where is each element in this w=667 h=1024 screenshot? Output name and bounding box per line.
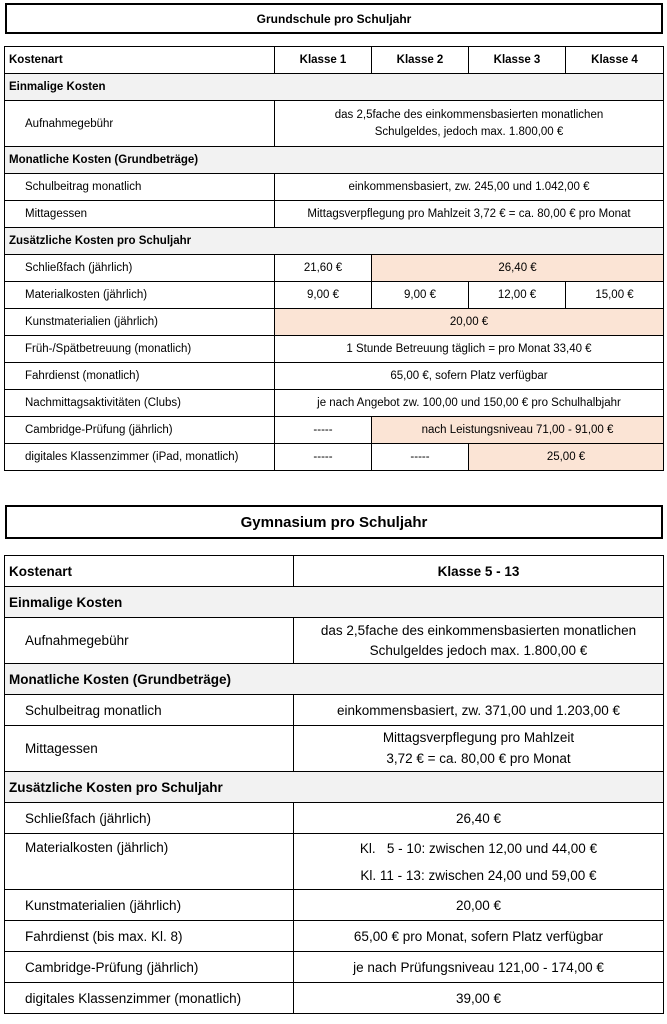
value-material-k2: 9,00 €	[372, 282, 469, 309]
row-label-fruehbetreuung: Früh-/Spätbetreuung (monatlich)	[5, 336, 275, 363]
table-row	[5, 618, 664, 664]
table-row	[5, 803, 664, 834]
value-kunstmaterialien: 20,00 €	[275, 309, 664, 336]
table-row	[5, 444, 664, 471]
row-label-cambridge: Cambridge-Prüfung (jährlich)	[5, 417, 275, 444]
grundschule-title: Grundschule pro Schuljahr	[5, 3, 663, 34]
mittagessen-line-1: Mittagsverpflegung pro Mahlzeit	[382, 730, 575, 746]
row-label-nachmittag: Nachmittagsaktivitäten (Clubs)	[5, 390, 275, 417]
table-row	[5, 983, 664, 1014]
table-row	[5, 726, 664, 772]
row-label-fahrdienst: Fahrdienst (monatlich)	[5, 363, 275, 390]
value-digital: 39,00 €	[294, 983, 664, 1014]
value-digital-k3-4: 25,00 €	[469, 444, 664, 471]
value-kunstmaterialien: 20,00 €	[294, 890, 664, 921]
row-label-materialkosten: Materialkosten (jährlich)	[5, 834, 294, 890]
row-label-digital: digitales Klassenzimmer (iPad, monatlich)	[5, 444, 275, 471]
section-row	[5, 74, 664, 101]
gymnasium-cost-table	[4, 555, 664, 1014]
section-row	[5, 228, 664, 255]
table-header-row	[5, 556, 664, 587]
section-row	[5, 664, 664, 695]
table-row	[5, 390, 664, 417]
table-row	[5, 834, 664, 890]
materialkosten-line-1: Kl. 5 - 10: zwischen 12,00 und 44,00 €	[359, 841, 598, 857]
value-cambridge-k2-4: nach Leistungsniveau 71,00 - 91,00 €	[372, 417, 664, 444]
header-klasse-2: Klasse 2	[372, 47, 469, 74]
header-kostenart: Kostenart	[5, 556, 294, 587]
row-label-schulbeitrag: Schulbeitrag monatlich	[5, 174, 275, 201]
value-fahrdienst: 65,00 € pro Monat, sofern Platz verfügbar	[294, 921, 664, 952]
header-klasse-1: Klasse 1	[275, 47, 372, 74]
value-fruehbetreuung: 1 Stunde Betreuung täglich = pro Monat 33,40 €	[275, 336, 664, 363]
value-mittagessen	[294, 726, 664, 772]
value-schulbeitrag: einkommensbasiert, zw. 245,00 und 1.042,00 €	[275, 174, 664, 201]
table-row	[5, 101, 664, 147]
value-digital-k2: -----	[372, 444, 469, 471]
table-row	[5, 336, 664, 363]
section-row	[5, 587, 664, 618]
header-kostenart: Kostenart	[5, 47, 275, 74]
gymnasium-title: Gymnasium pro Schuljahr	[5, 505, 663, 539]
value-mittagessen: Mittagsverpflegung pro Mahlzeit 3,72 € = ca. 80,00 € pro Monat	[275, 201, 664, 228]
value-material-k3: 12,00 €	[469, 282, 566, 309]
row-label-kunstmaterialien: Kunstmaterialien (jährlich)	[5, 309, 275, 336]
row-label-schliessfach: Schließfach (jährlich)	[5, 803, 294, 834]
row-label-kunstmaterialien: Kunstmaterialien (jährlich)	[5, 890, 294, 921]
table-row	[5, 695, 664, 726]
value-materialkosten	[294, 834, 664, 890]
row-label-aufnahmegebuehr: Aufnahmegebühr	[5, 101, 275, 147]
value-cambridge: je nach Prüfungsniveau 121,00 - 174,00 €	[294, 952, 664, 983]
table-row	[5, 174, 664, 201]
value-aufnahmegebuehr: das 2,5fache des einkommensbasierten monatlichen Schulgeldes, jedoch max. 1.800,00 €	[275, 101, 664, 147]
section-monatliche-kosten: Monatliche Kosten (Grundbeträge)	[5, 147, 664, 174]
value-schliessfach-k1: 21,60 €	[275, 255, 372, 282]
table-row	[5, 363, 664, 390]
grundschule-cost-table	[4, 46, 664, 471]
header-klasse-3: Klasse 3	[469, 47, 566, 74]
section-einmalige-kosten: Einmalige Kosten	[5, 74, 664, 101]
value-cambridge-k1: -----	[275, 417, 372, 444]
table-row	[5, 417, 664, 444]
section-row	[5, 147, 664, 174]
value-material-k4: 15,00 €	[566, 282, 664, 309]
row-label-aufnahmegebuehr: Aufnahmegebühr	[5, 618, 294, 664]
table-row	[5, 255, 664, 282]
row-label-fahrdienst: Fahrdienst (bis max. Kl. 8)	[5, 921, 294, 952]
row-label-mittagessen: Mittagessen	[5, 726, 294, 772]
table-row	[5, 921, 664, 952]
row-label-materialkosten: Materialkosten (jährlich)	[5, 282, 275, 309]
value-digital-k1: -----	[275, 444, 372, 471]
table-row	[5, 282, 664, 309]
row-label-schulbeitrag: Schulbeitrag monatlich	[5, 695, 294, 726]
value-nachmittag: je nach Angebot zw. 100,00 und 150,00 € pro Schulhalbjahr	[275, 390, 664, 417]
value-aufnahmegebuehr: das 2,5fache des einkommensbasierten monatlichen Schulgeldes jedoch max. 1.800,00 €	[294, 618, 664, 664]
value-schliessfach: 26,40 €	[294, 803, 664, 834]
value-schulbeitrag: einkommensbasiert, zw. 371,00 und 1.203,00 €	[294, 695, 664, 726]
row-label-cambridge: Cambridge-Prüfung (jährlich)	[5, 952, 294, 983]
value-fahrdienst: 65,00 €, sofern Platz verfügbar	[275, 363, 664, 390]
table-row	[5, 890, 664, 921]
row-label-schliessfach: Schließfach (jährlich)	[5, 255, 275, 282]
table-row	[5, 309, 664, 336]
row-label-digital: digitales Klassenzimmer (monatlich)	[5, 983, 294, 1014]
materialkosten-line-2: Kl. 11 - 13: zwischen 24,00 und 59,00 €	[360, 867, 597, 883]
table-row	[5, 952, 664, 983]
section-einmalige-kosten: Einmalige Kosten	[5, 587, 664, 618]
section-zusaetzliche-kosten: Zusätzliche Kosten pro Schuljahr	[5, 772, 664, 803]
value-material-k1: 9,00 €	[275, 282, 372, 309]
section-row	[5, 772, 664, 803]
header-klasse-5-13: Klasse 5 - 13	[294, 556, 664, 587]
mittagessen-line-2: 3,72 € = ca. 80,00 € pro Monat	[386, 750, 571, 766]
table-row	[5, 201, 664, 228]
section-monatliche-kosten: Monatliche Kosten (Grundbeträge)	[5, 664, 664, 695]
header-klasse-4: Klasse 4	[566, 47, 664, 74]
value-schliessfach-k2-4: 26,40 €	[372, 255, 664, 282]
table-header-row	[5, 47, 664, 74]
section-zusaetzliche-kosten: Zusätzliche Kosten pro Schuljahr	[5, 228, 664, 255]
row-label-mittagessen: Mittagessen	[5, 201, 275, 228]
